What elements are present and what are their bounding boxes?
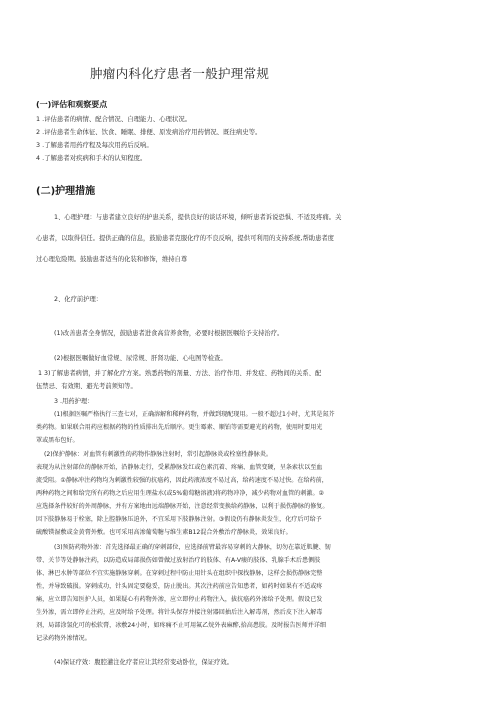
assessment-item: 1 .评估患者的病情、配合情况、自理能力、心理状况。	[36, 115, 192, 123]
vein-protection-line: (2)保护静脉：对血管有刺激性的药物作静脉注射时，常引起静脉炎或栓塞性静脉炎。	[44, 451, 273, 458]
section-heading-nursing: (二)护理措施	[36, 186, 96, 197]
vein-protection-line: 流受阻。①静脉冲注药物均为刺激性较强的抗癌药，因此药液浓度不易过高，给药速度不易过快。在给药前，	[36, 477, 328, 484]
document-title: 肿瘤内科化疗患者一般护理常规	[90, 66, 270, 81]
assessment-item: 4 .了解患者对疾病和手术的认知程度。	[36, 154, 147, 162]
prechemo-item: (1)改善患者全身情况，鼓励患者进食高营养食物，必要时根据医嘱给予支持治疗。	[54, 330, 284, 337]
prechemo-title: 2、化疗前护理：	[54, 296, 103, 303]
psych-care-line: 过心理危险期。鼓励患者适当的化装和修饰，维持自尊	[36, 256, 188, 263]
vein-protection-line: 硫酸镁湿敷或金黄膏外敷。也可采用高渗葡萄糖与维生素B12混合外敷治疗静脉炎，效果良好。	[36, 529, 292, 536]
vein-protection-line: 表现为从注射部位的静脉开始，沿静脉走行，受累静脉发红或色素沉着、疼痛、血管变硬，呈条索状以至血	[36, 464, 323, 471]
extravasation-line: 痛，应立即告知医护人员，如果疑心有药物外渗，应立即停止药物注入，拔抗癌药外渗给予处理。假设已发	[36, 596, 323, 603]
prechemo-item: (2)根据医嘱做好血常规、尿常规、肝肾功能、心电图等检查。	[54, 355, 227, 362]
extravasation-line: (3)预防药物外渗：首先选择最正确的穿刺部位，应选择前臂最容易穿刺的大静脉，切勿在靠近肌腱、韧	[54, 544, 331, 551]
extravasation-line: 性，并导致破损。穿刺成功，针头固定要稳妥，防止脱出。其次注药前应告知患者，如药时如果有不适或疼	[36, 583, 323, 590]
extravasation-line: 剂，局部涂氢化可的松软膏，冰敷24小时，如疼痛不止可用氟乙烷外表麻醉,拾高患肢。及时报告医师并详细	[36, 622, 327, 629]
extravasation-line: 体、淋巴水肿等部位不宜实施静脉穿刺。在穿刺过程中防止用针头在组织中探找静脉，这样会损伤静脉完整	[36, 570, 323, 577]
vein-protection-line: 因下肢静脉易于栓塞，除上腔静脉压迫外，不宜采用下肢静脉注射。③假设仍有静脉炎发生，化疗后可给予	[36, 516, 322, 523]
vein-protection-line: 应选择条件较好的外周静脉，并有方案地由远端静脉开始，注意经常变换给药静脉，以利于损伤静脉的修复。	[36, 503, 329, 510]
medication-title: 3 .用药护理：	[54, 398, 94, 405]
vein-protection-line: 两种药物之间和给完所有药物之后应用生理盐水(或5%葡萄糖溶液)将药物冲净，减少药物对血管的刺激。②	[36, 490, 325, 497]
efficacy-item: (4)保证疗效：腹腔灌注化疗者应让其经常变动卧位，保证疗效。	[54, 659, 233, 666]
prechemo-item: 1 3)了解患者病情，并了解化疗方案。熟悉药物的剂量、方法、治疗作用、并发症、药物间的关系、配	[38, 370, 322, 377]
extravasation-line: 生外渗，需立即停止注药，应及时给予处理。将针头保存并接注射器回抽后注入解毒剂，然后皮下注入解毒	[36, 609, 323, 616]
psych-care-line: 1、心理护理：与患者建立良好的护患关系，提供良好的谈话环境，倾听患者诉说恐惧、不适及疼痛。关	[54, 214, 342, 221]
medication-item: 罩或黑布包好。	[36, 437, 79, 444]
assessment-item: 2 .评估患者生命体征、饮食、睡眠、排便、原发病治疗用药情况、既往病史等。	[36, 128, 262, 136]
section-heading-assessment: (一)评估和观察要点	[36, 100, 108, 109]
extravasation-line: 带、关节等处静脉注药，以防造成局部损伤如曾做过放射治疗的肢体、有A-V瘘的肢体、乳腺手术后患侧肢	[36, 557, 321, 564]
assessment-item: 3 .了解患者用药疗程及每次用药后反响。	[36, 141, 153, 149]
medication-item: (1)根据医嘱严格执行三查七对，正确溶解和稀释药物，并做到现配现用。一般不超过1小时，尤其是氮芥	[54, 411, 335, 418]
psych-care-line: 心患者，以取得信任。提供正确的信息，鼓励患者克服化疗的不良反响，提供可利用的支持系统,帮助患者度	[36, 235, 334, 242]
prechemo-item: 伍禁忌、有效期、避光考前须知等。	[36, 383, 137, 390]
medication-item: 类药物。如果联合用药应根据药物的性质排出先后顺序。更生霉素、顺铂等需要避光的药物，使用时要用光	[36, 424, 323, 431]
extravasation-line: 记录药物外渗情况。	[36, 635, 91, 642]
